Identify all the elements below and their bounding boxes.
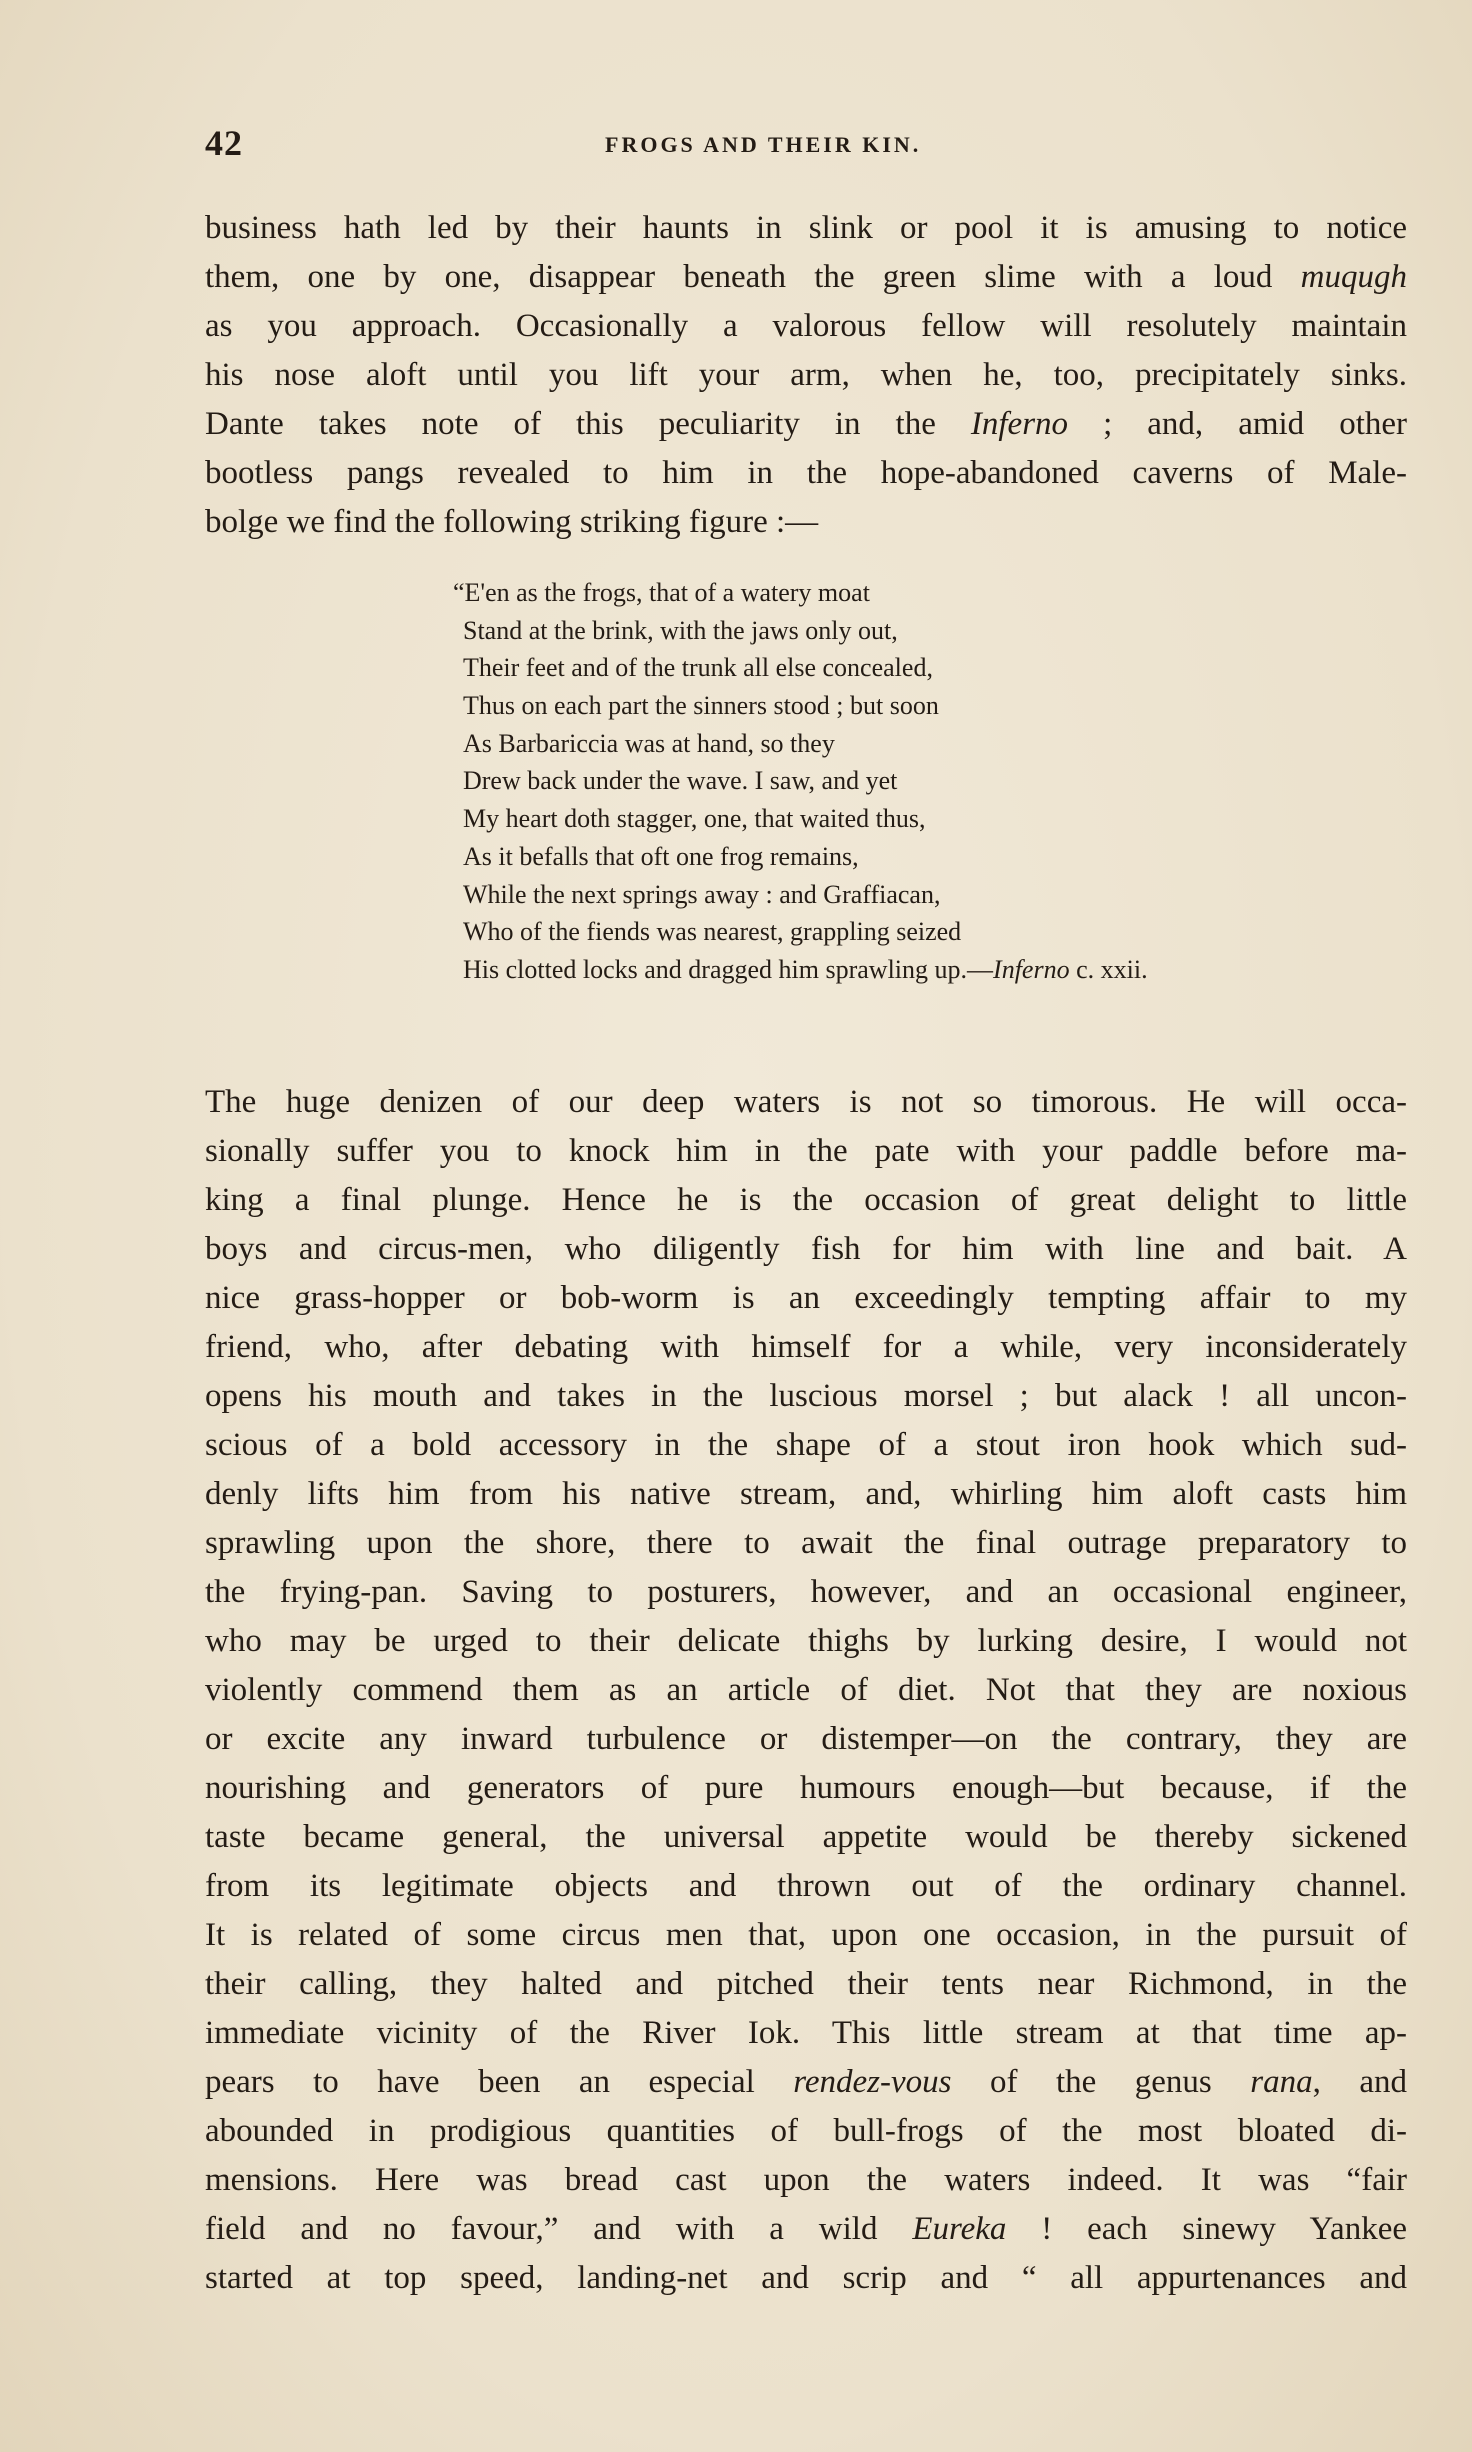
text-line: king a final plunge. Hence he is the occasion of great delight to little xyxy=(205,1182,1407,1218)
text-line: The huge denizen of our deep waters is not so timorous. He will occa- xyxy=(205,1084,1407,1120)
text-line: his nose aloft until you lift your arm, when he, too, precipitately sinks. xyxy=(205,357,1407,393)
verse-line: Their feet and of the trunk all else concealed, xyxy=(463,653,933,683)
verse-line: Drew back under the wave. I saw, and yet xyxy=(463,766,898,796)
intro-paragraph xyxy=(205,204,1407,547)
text-line: violently commend them as an article of diet. Not that they are noxious xyxy=(205,1672,1407,1708)
text-line: the frying-pan. Saving to posturers, however, and an occasional engineer, xyxy=(205,1574,1407,1610)
text-line: boys and circus-men, who diligently fish for him with line and bait. A xyxy=(205,1231,1407,1267)
text-line: started at top speed, landing-net and scrip and “ all appurtenances and xyxy=(205,2260,1407,2296)
text-line: denly lifts him from his native stream, and, whirling him aloft casts him xyxy=(205,1476,1407,1512)
running-head: FROGS AND THEIR KIN. xyxy=(605,132,922,157)
text-line: abounded in prodigious quantities of bull-frogs of the most bloated di- xyxy=(205,2113,1407,2149)
text-line: scious of a bold accessory in the shape of a stout iron hook which sud- xyxy=(205,1427,1407,1463)
verse-line: While the next springs away : and Graffiacan, xyxy=(463,879,941,909)
verse-quotation xyxy=(453,574,1423,989)
text-line: as you approach. Occasionally a valorous fellow will resolutely maintain xyxy=(205,308,1407,344)
text-line: mensions. Here was bread cast upon the waters indeed. It was “fair xyxy=(205,2162,1407,2198)
text-line: nice grass-hopper or bob-worm is an exceedingly tempting affair to my xyxy=(205,1280,1407,1316)
text-line: opens his mouth and takes in the luscious morsel ; but alack ! all uncon- xyxy=(205,1378,1407,1414)
text-line: It is related of some circus men that, upon one occasion, in the pursuit of xyxy=(205,1917,1407,1953)
main-paragraph xyxy=(205,1078,1407,2303)
text-line: bootless pangs revealed to him in the hope-abandoned caverns of Male- xyxy=(205,455,1407,491)
verse-line: As it befalls that oft one frog remains, xyxy=(463,841,859,871)
verse-line: As Barbariccia was at hand, so they xyxy=(463,728,835,758)
page-header xyxy=(205,122,1405,172)
text-line: Dante takes note of this peculiarity in the Inferno ; and, amid other xyxy=(205,406,1408,442)
text-line: immediate vicinity of the River Iok. This little stream at that time ap- xyxy=(205,2015,1407,2051)
text-line: nourishing and generators of pure humours enough—but because, if the xyxy=(205,1770,1407,1806)
page-number: 42 xyxy=(205,123,243,163)
text-line: taste became general, the universal appetite would be thereby sickened xyxy=(205,1819,1407,1855)
text-line: who may be urged to their delicate thighs by lurking desire, I would not xyxy=(205,1623,1407,1659)
text-line: from its legitimate objects and thrown out of the ordinary channel. xyxy=(205,1868,1407,1904)
verse-line: His clotted locks and dragged him sprawling up.—Inferno c. xxii. xyxy=(463,954,1148,984)
text-line: them, one by one, disappear beneath the green slime with a loud muqugh xyxy=(205,259,1407,295)
text-line: field and no favour,” and with a wild Eureka ! each sinewy Yankee xyxy=(205,2211,1408,2247)
verse-line: Thus on each part the sinners stood ; but soon xyxy=(463,691,939,721)
text-line: sprawling upon the shore, there to await the final outrage preparatory to xyxy=(205,1525,1407,1561)
verse-line: “E'en as the frogs, that of a watery moat xyxy=(453,578,870,607)
text-line: their calling, they halted and pitched their tents near Richmond, in the xyxy=(205,1966,1407,2002)
text-line: bolge we find the following striking figure :— xyxy=(205,504,819,540)
text-line: pears to have been an especial rendez-vous of the genus rana, and xyxy=(205,2064,1407,2100)
verse-line: Stand at the brink, with the jaws only out, xyxy=(463,615,898,645)
text-line: business hath led by their haunts in slink or pool it is amusing to notice xyxy=(205,210,1407,246)
verse-line: Who of the fiends was nearest, grappling seized xyxy=(463,917,962,947)
text-line: friend, who, after debating with himself for a while, very inconsiderately xyxy=(205,1329,1407,1365)
text-line: sionally suffer you to knock him in the pate with your paddle before ma- xyxy=(205,1133,1407,1169)
verse-line: My heart doth stagger, one, that waited thus, xyxy=(463,804,926,834)
text-line: or excite any inward turbulence or distemper—on the contrary, they are xyxy=(205,1721,1407,1757)
